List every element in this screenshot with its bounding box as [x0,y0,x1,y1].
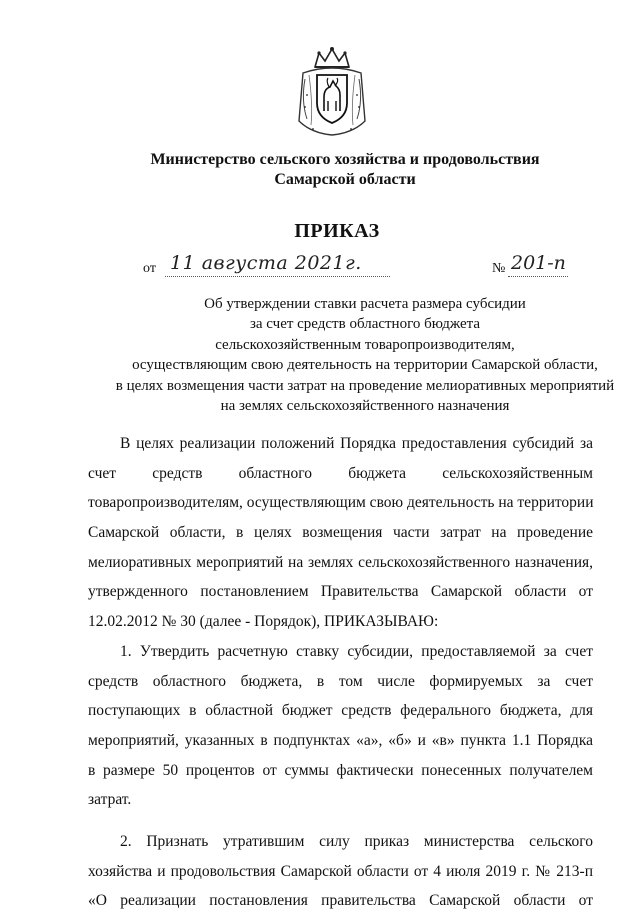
subject-line: сельскохозяйственным товаропроизводителям, [215,336,515,353]
date-underline [165,276,390,277]
paragraph-item-2 [88,827,593,916]
body-line: Самарской области, в целях возмещения части затрат на проведение [88,524,593,542]
body-line: поступающих в областной бюджет средств федерального бюджета, для [88,702,593,720]
body-line: В целях реализации положений Порядка предоставления субсидий за [120,435,593,452]
ministry-line-2: Самарской области [274,171,416,188]
number-label: № [492,261,506,276]
body-line: утвержденного постановлением Правительства Самарской области от [88,583,593,601]
ministry-name [0,150,640,190]
body-line: мелиоративных мероприятий на землях сельскохозяйственного назначения, [88,553,593,571]
body-line: средств областного бюджета, в том числе формируемых за счет [88,672,593,690]
body-line: 12.02.2012 № 30 (далее - Порядок), ПРИКАЗЫВАЮ: [88,613,439,631]
body-line: 1. Утвердить расчетную ставку субсидии, предоставляемой за счет [120,642,593,660]
body-line: хозяйства и продовольствия Самарской области от 4 июля 2019 г. № 213-п [88,862,593,880]
paragraph-preamble [88,429,593,637]
date-prefix: от [143,261,156,276]
body-line: товаропроизводителям, осуществляющим свою деятельность на территории [88,494,594,512]
subject-line: осуществляющим свою деятельность на территории Самарской области, [132,357,598,374]
body-line: мероприятий, указанных в подпунктах «а», «б» и «в» пункта 1.1 Порядка [88,731,593,749]
paragraph-item-1 [88,637,593,815]
body-line: в размере 50 процентов от суммы фактически понесенных получателем [88,761,593,779]
order-body [88,429,593,916]
handwritten-date: 11 августа 2021г. [170,252,362,274]
subject-line: за счет средств областного бюджета [249,316,481,333]
document-type-title: ПРИКАЗ [294,220,380,242]
paragraph-gap [88,815,593,827]
body-line: «О реализации постановления правительства Самарской области от [88,892,593,910]
body-line: счет средств областного бюджета сельскохозяйственным [88,464,593,482]
subject-line: Об утверждении ставки расчета размера субсидии [204,296,526,312]
subject-line: на землях сельскохозяйственного назначения [220,398,510,415]
number-underline [508,276,568,277]
order-subject [40,294,640,416]
handwritten-number: 201-п [511,252,566,274]
coat-of-arms-emblem [293,45,371,137]
body-line: затрат. [88,791,132,809]
subject-line: в целях возмещения части затрат на проведение мелиоративных мероприятий [115,377,615,394]
body-line: 2. Признать утратившим силу приказ министерства сельского [120,832,593,850]
ministry-line-1: Министерство сельского хозяйства и продовольствия [150,151,540,168]
